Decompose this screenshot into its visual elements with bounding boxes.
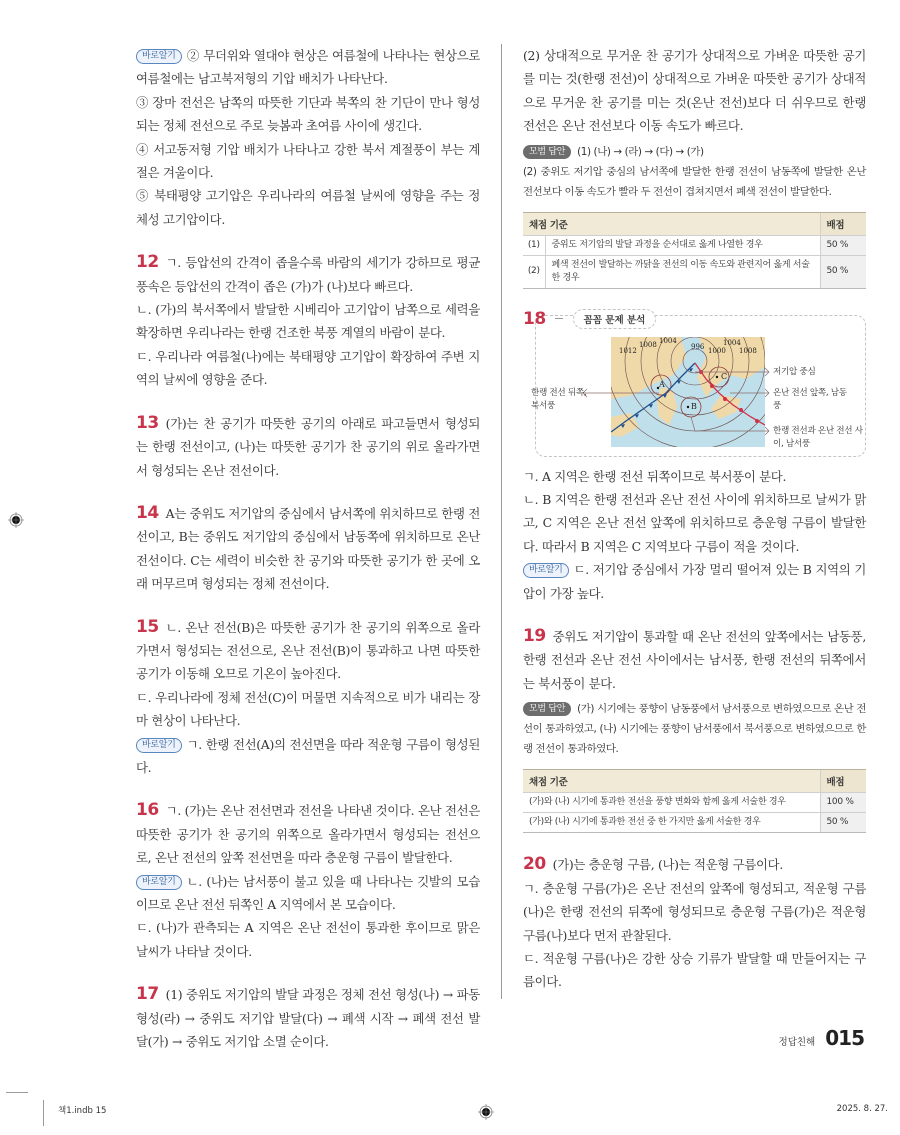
question-number: 15: [136, 616, 159, 637]
left-column: [136, 44, 480, 1053]
callout-warm-front-front: 온난 전선 앞쪽, 남동풍: [773, 387, 847, 411]
correct-badge: 바로알기: [523, 563, 569, 578]
question-number: 14: [136, 502, 159, 523]
svg-text:1004: 1004: [659, 336, 677, 345]
page-footer: [779, 1026, 864, 1050]
svg-text:1008: 1008: [739, 346, 757, 355]
model-answer-badge: 모범 답안: [523, 145, 571, 159]
grading-header-score: 배점: [820, 212, 866, 235]
svg-text:C: C: [721, 371, 728, 381]
registration-mark-icon: [478, 1104, 494, 1120]
question-number: 12: [136, 252, 159, 273]
correct-badge: 바로알기: [136, 738, 182, 753]
question-20: 20 (가)는 층운형 구름, (나)는 적운형 구름이다. ㄱ. 층운형 구름(가)은 온난 전선의 앞쪽에 형성되고, 적운형 구름(나)은 한랭 전선의 뒤쪽에 형성되므로 층운형 구름(가)은 적운형 구름(나)보다 먼저 관찰된다. ㄷ. 적운형 구름(나)은 강한 상승 기류가 발달할 때 만들어지는 구름이다.: [523, 854, 866, 990]
svg-text:1008: 1008: [639, 340, 657, 349]
crop-mark: [43, 1100, 44, 1126]
correction-line: ③ 장마 전선은 남쪽의 따뜻한 기단과 북쪽의 찬 기단이 만나 형성되는 정체 전선으로 주로 늦봄과 초여름 사이에 생긴다.: [136, 94, 480, 134]
question-number: 16: [136, 800, 159, 821]
grading-header-criteria: 채점 기준: [523, 212, 820, 235]
grading-header-criteria: 채점 기준: [523, 770, 820, 793]
analysis-tag: 꼼꼼 문제 분석: [573, 309, 657, 329]
question-number: 18: [523, 308, 546, 329]
svg-text:1000: 1000: [708, 346, 726, 355]
question-14: 14 A는 중위도 저기압의 중심에서 남서쪽에 위치하므로 한랭 전선이고, B는 중위도 저기압의 중심에서 남동쪽에 위치하므로 온난 전선이다. C는 세력이 비슷한 찬 공기와 따뜻한 공기가 한 곳에 오래 머무르며 형성되는 정체 전선이다.: [136, 502, 480, 592]
page-number: 015: [825, 1026, 864, 1050]
question-number: 17: [136, 984, 159, 1005]
callout-low-center: 저기압 중심: [773, 366, 816, 377]
question-12: 12 ㄱ. 등압선의 간격이 좁을수록 바람의 세기가 강하므로 평균 풍속은 등압선의 간격이 좁은 (가)가 (나)보다 빠르다. ㄴ. (가)의 북서쪽에서 발달한 시베리아 고기압이 남쪽으로 세력을 확장하면 우리나라는 한랭 건조한 북풍 계열의 바람이 분다. ㄷ. 우리나라 여름철(나)에는 북태평양 고기압이 확장하여 주변 지역의 날씨에 영향을 준다.: [136, 252, 480, 388]
column-divider: [501, 44, 502, 999]
question-16: 16 ㄱ. (가)는 온난 전선면과 전선을 나타낸 것이다. 온난 전선은 따뜻한 공기가 찬 공기의 위쪽으로 올라가면서 형성되는 전선으로, 온난 전선의 앞쪽 전선면을 따라 층운형 구름이 발달한다. 바로알기 ㄴ. (나)는 남서풍이 불고 있을 때 나타나는 깃발의 모습이므로 온난 전선 뒤쪽인 A 지역에서 본 모습이다. ㄷ. (나)가 관측되는 A 지역은 온난 전선이 통과한 후이므로 맑은 날씨가 나타날 것이다.: [136, 800, 480, 959]
right-column: [523, 44, 866, 994]
table-row: (1) 중위도 저기압의 발달 과정을 순서대로 옳게 나열한 경우 50 %: [523, 235, 866, 255]
registration-mark-icon: [8, 512, 24, 528]
svg-text:B: B: [691, 401, 697, 411]
question-17-continued: (2) 상대적으로 무거운 찬 공기가 상대적으로 가벼운 따뜻한 공기를 미는 것(한랭 전선)이 상대적으로 가벼운 따뜻한 공기가 상대적으로 무거운 찬 공기를 미는 것(온난 전선)보다 더 쉬우므로 한랭 전선은 온난 전선보다 이동 속도가 빠르다. 모범 답안 (1) (나) → (라) → (다) → (가) (2) 중위도 저기압 중심의 남서쪽에 발달한 한랭 전선이 남동쪽에 발달한 온난 전선보다 이동 속도가 빨라 두 전선이 겹쳐지면서 폐색 전선이 발달한다. 채점 기준 배점 (1) 중위도 저기압의 발달 과정을 순서대로 옳게 나열한 경우 50 % (2) 폐색 전선이 발달하는 까닭을 전선의 이동 속도와 관련지어 옳게 서술한 경우 50 %: [523, 44, 866, 289]
callout-between-fronts: 한랭 전선과 온난 전선 사이, 남서풍: [773, 425, 863, 449]
question-number: 19: [523, 626, 546, 647]
grading-header-score: 배점: [820, 770, 866, 793]
grading-table: [523, 769, 866, 833]
question-13: 13 (가)는 찬 공기가 따뜻한 공기의 아래로 파고들면서 형성되는 한랭 전선이고, (나)는 따뜻한 공기가 찬 공기의 위로 올라가면서 형성되는 온난 전선이다.: [136, 412, 480, 478]
correct-badge: 바로알기: [136, 875, 182, 890]
section-label: 정답친해: [778, 1037, 816, 1048]
svg-text:A: A: [659, 379, 665, 389]
model-answer-badge: 모범 답안: [523, 702, 571, 716]
correction-line: 바로알기 ② 무더위와 열대야 현상은 여름철에 나타나는 현상으로 여름철에는 남고북저형의 기압 배치가 나타난다.: [136, 48, 480, 87]
question-17: 17 (1) 중위도 저기압의 발달 과정은 정체 전선 형성(나) → 파동 형성(라) → 중위도 저기압 발달(다) → 폐색 시작 → 폐색 전선 발달(가) → 중위도 저기압 소멸 순이다.: [136, 984, 480, 1050]
question-18-explanation: ㄱ. A 지역은 한랭 전선 뒤쪽이므로 북서풍이 분다. ㄴ. B 지역은 한랭 전선과 온난 전선 사이에 위치하므로 날씨가 맑고, C 지역은 온난 전선 앞쪽에 위치하므로 층운형 구름이 발달한다. 따라서 B 지역은 C 지역보다 구름이 적을 것이다. 바로알기 ㄷ. 저기압 중심에서 가장 멀리 떨어져 있는 B 지역의 기압이 가장 높다.: [523, 468, 866, 601]
slug-date: 2025. 8. 27.: [836, 1104, 888, 1114]
question-number: 13: [136, 412, 159, 433]
correct-badge: 바로알기: [136, 49, 182, 64]
question-19: 19 중위도 저기압이 통과할 때 온난 전선의 앞쪽에서는 남동풍, 한랭 전선과 온난 전선 사이에서는 남서풍, 한랭 전선의 뒤쪽에서는 북서풍이 분다. 모범 답안 (가) 시기에는 풍향이 남동풍에서 남서풍으로 변하였으므로 온난 전선이 통과하였고, (나) 시기에는 풍향이 남서풍에서 북서풍으로 변하였으므로 한랭 전선이 통과하였다. 채점 기준 배점 (가)와 (나) 시기에 통과한 전선을 풍향 변화와 함께 옳게 서술한 경우 100 % (가)와 (나) 시기에 통과한 전선 중 한 가지만 옳게 서술한 경우 50 %: [523, 625, 866, 833]
svg-text:1004: 1004: [723, 338, 741, 347]
correction-line: ⑤ 북태평양 고기압은 우리나라의 여름철 날씨에 영향을 주는 정체성 고기압이다.: [136, 188, 480, 227]
svg-text:1012: 1012: [619, 346, 637, 355]
table-row: (2) 폐색 전선이 발달하는 까닭을 전선의 이동 속도와 관련지어 옳게 서술한 경우 50 %: [523, 255, 866, 288]
slug-filename: 책1.indb 15: [58, 1106, 107, 1116]
q11-corrections: [136, 44, 480, 231]
table-row: (가)와 (나) 시기에 통과한 전선 중 한 가지만 옳게 서술한 경우 50 %: [523, 813, 866, 833]
table-row: (가)와 (나) 시기에 통과한 전선을 풍향 변화와 함께 옳게 서술한 경우 100 %: [523, 793, 866, 813]
svg-text:996: 996: [691, 342, 705, 351]
question-18-analysis: [523, 309, 866, 457]
correction-line: ④ 서고동저형 기압 배치가 나타나고 강한 북서 계절풍이 부는 계절은 겨울이다.: [136, 141, 480, 181]
callout-cold-front-rear: 한랭 전선 뒤쪽, 북서풍: [531, 387, 587, 411]
crop-mark: [6, 1092, 28, 1093]
question-number: 20: [523, 854, 546, 875]
grading-table: [523, 212, 866, 289]
question-15: 15 ㄴ. 온난 전선(B)은 따뜻한 공기가 찬 공기의 위쪽으로 올라가면서 형성되는 전선으로, 온난 전선(B)이 통과하고 나면 따뜻한 공기가 이동해 오므로 기온이 높아진다. ㄷ. 우리나라에 정체 전선(C)이 머물면 지속적으로 비가 내리는 장마 현상이 나타난다. 바로알기 ㄱ. 한랭 전선(A)의 전선면을 따라 적운형 구름이 형성된다.: [136, 616, 480, 775]
